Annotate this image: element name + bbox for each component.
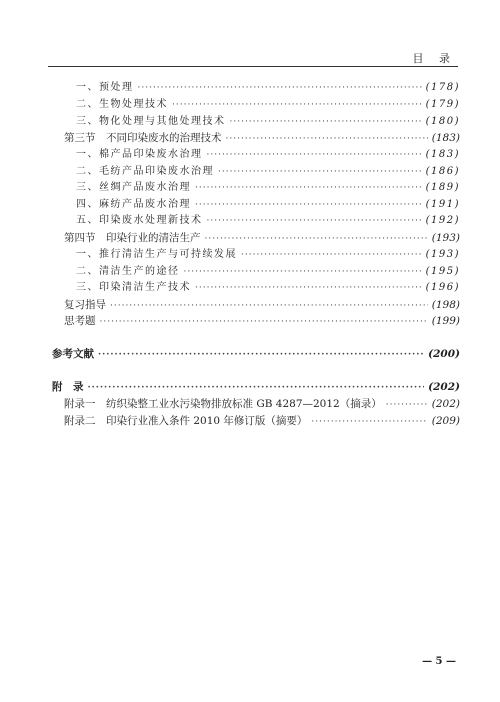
toc-entry-label: 二、清洁生产的途径 — [76, 266, 180, 277]
toc-entry-page: (193) — [431, 232, 460, 244]
toc-section[interactable] — [64, 298, 460, 313]
toc-entry-page: (183) — [431, 132, 460, 144]
toc-entry[interactable] — [76, 181, 460, 195]
toc-entry-page: (192) — [425, 215, 460, 226]
toc-entry-label: 一、预处理 — [76, 82, 134, 93]
dot-leader — [184, 265, 422, 279]
toc-entry-page: (199) — [431, 315, 460, 327]
toc-entry-page: (183) — [425, 149, 460, 160]
toc-entry-label: 四、麻纺产品废水治理 — [76, 199, 191, 210]
page-number: — 5 — — [422, 656, 456, 667]
toc-section-label: 第三节 不同印染废水的治理技术 — [64, 132, 222, 144]
toc-entry-page: (202) — [431, 398, 460, 410]
toc-entry-page: (193) — [425, 249, 460, 260]
toc-entry-page: (202) — [428, 381, 460, 393]
dot-leader — [241, 248, 422, 262]
dot-leader — [195, 198, 422, 212]
toc-entry-page: (198) — [431, 299, 460, 311]
toc-chapter-label: 参考文献 — [52, 348, 94, 360]
toc-entry-label: 一、棉产品印染废水治理 — [76, 149, 203, 160]
dot-leader — [100, 315, 428, 329]
dot-leader — [386, 398, 428, 412]
toc-entry-page: (189) — [425, 182, 460, 193]
running-header — [48, 50, 458, 67]
toc-entry-page: (191) — [425, 199, 460, 210]
dot-leader — [226, 132, 428, 146]
toc-entry-label: 三、物化处理与其他处理技术 — [76, 116, 226, 127]
toc-entry[interactable] — [76, 281, 460, 295]
dot-leader — [98, 348, 424, 362]
dot-leader — [138, 81, 422, 95]
toc-entry-page: (195) — [425, 266, 460, 277]
toc-entry-page: (179) — [425, 99, 460, 110]
toc-entry[interactable] — [76, 115, 460, 129]
toc-entry-page: (186) — [425, 166, 460, 177]
toc-section-label: 附录二 印染行业准入条件 2010 年修订版（摘要） — [64, 415, 308, 427]
toc-entry-page: (196) — [425, 282, 460, 293]
toc-entry-page: (209) — [431, 415, 460, 427]
toc-entry-page: (178) — [425, 82, 460, 93]
dot-leader — [218, 165, 422, 179]
toc-section[interactable] — [64, 314, 460, 329]
header-title: 目 录 — [412, 52, 456, 65]
dot-leader — [311, 415, 427, 429]
toc-entry-page: (180) — [425, 116, 460, 127]
toc-section[interactable] — [64, 131, 460, 146]
dot-leader — [195, 181, 422, 195]
toc-chapter-label: 附 录 — [52, 381, 84, 393]
dot-leader — [88, 381, 425, 395]
toc-entry[interactable] — [76, 198, 460, 212]
toc-chapter[interactable] — [52, 347, 460, 362]
toc-section-label: 附录一 纺织染整工业水污染物排放标准 GB 4287—2012（摘录） — [64, 398, 382, 410]
dot-leader — [207, 148, 422, 162]
toc-chapter[interactable] — [52, 380, 460, 395]
toc-entry[interactable] — [76, 165, 460, 179]
toc-entry[interactable] — [76, 214, 460, 228]
toc-entry-page: (200) — [428, 348, 460, 360]
toc-section-label: 复习指导 — [64, 299, 106, 311]
toc-entry-label: 三、丝绸产品废水治理 — [76, 182, 191, 193]
toc-entry-label: 二、毛纺产品印染废水治理 — [76, 166, 214, 177]
toc-entry[interactable] — [76, 81, 460, 95]
toc-entry-label: 五、印染废水处理新技术 — [76, 215, 203, 226]
toc-section[interactable] — [64, 397, 460, 412]
dot-leader — [195, 281, 422, 295]
toc-section[interactable] — [64, 231, 460, 246]
toc-section-label: 第四节 印染行业的清洁生产 — [64, 232, 201, 244]
toc-entry[interactable] — [76, 98, 460, 112]
dot-leader — [205, 232, 428, 246]
toc-section[interactable] — [64, 414, 460, 429]
toc-section-label: 思考题 — [64, 315, 96, 327]
dot-leader — [172, 98, 422, 112]
dot-leader — [207, 214, 422, 228]
dot-leader — [110, 299, 428, 313]
toc-entry[interactable] — [76, 265, 460, 279]
toc-entry[interactable] — [76, 248, 460, 262]
toc-entry[interactable] — [76, 148, 460, 162]
toc-entry-label: 二、生物处理技术 — [76, 99, 168, 110]
toc-entry-label: 三、印染清洁生产技术 — [76, 282, 191, 293]
dot-leader — [230, 115, 422, 129]
toc-entry-label: 一、推行清洁生产与可持续发展 — [76, 249, 237, 260]
